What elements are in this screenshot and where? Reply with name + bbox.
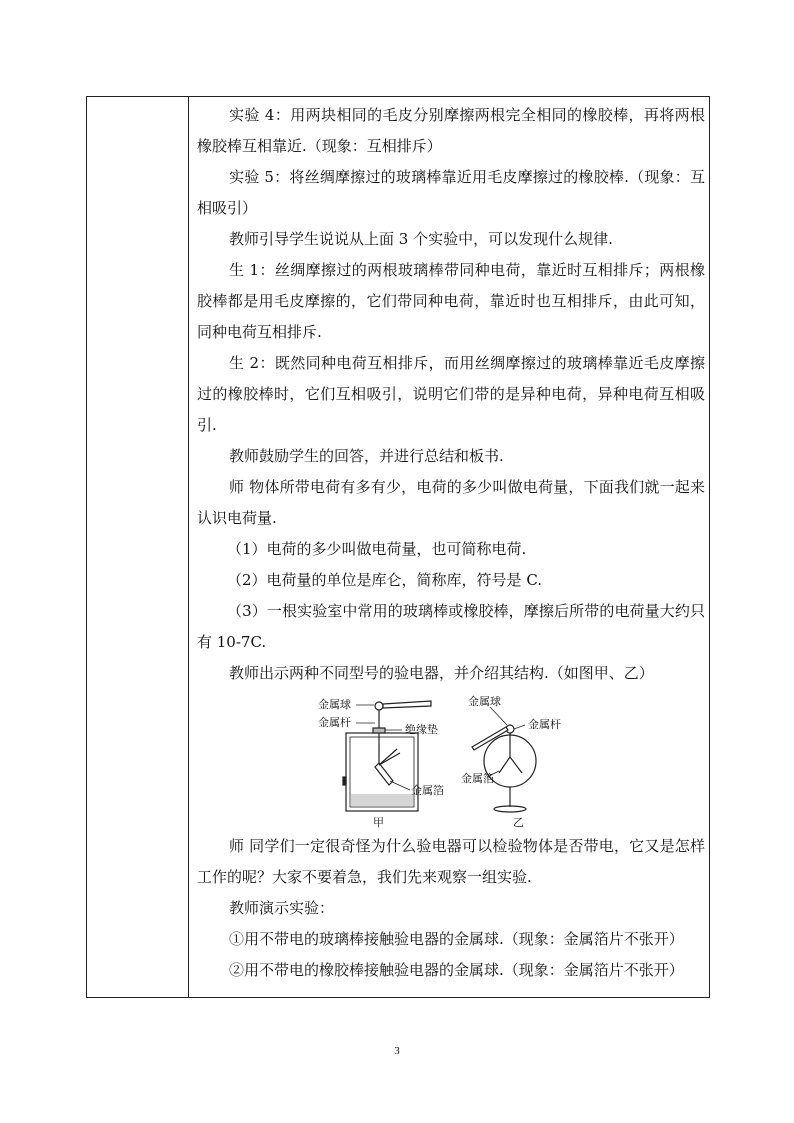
lesson-table <box>86 96 710 998</box>
paragraph-student-2: 生 2：既然同种电荷互相排斥，而用丝绸摩擦过的玻璃棒靠近毛皮摩擦过的橡胶棒时，它们互相吸引，说明它们带的是异种电荷，异种电荷互相吸引. <box>197 354 705 434</box>
list-item-2: （2）电荷量的单位是库仑，简称库，符号是 C. <box>227 571 543 589</box>
jia-label-rod: 金属杆 <box>318 716 351 729</box>
paragraph-teacher-guide: 教师引导学生说说从上面 3 个实验中，可以发现什么规律. <box>229 230 613 248</box>
paragraph-student-1: 生 1：丝绸摩擦过的两根玻璃棒带同种电荷，靠近时互相排斥；两根橡胶棒都是用毛皮摩擦的，它们带同种电荷，靠近时也互相排斥，由此可知，同种电荷互相排斥. <box>197 261 705 341</box>
yi-label-ball: 金属球 <box>468 695 501 708</box>
paragraph-experiment-5: 实验 5：将丝绸摩擦过的玻璃棒靠近用毛皮摩擦过的橡胶棒.（现象：互相吸引） <box>197 168 705 217</box>
paragraph-teacher-charge: 师 物体所带电荷有多有少，电荷的多少叫做电荷量，下面我们就一起来认识电荷量. <box>197 478 705 527</box>
yi-label-rod: 金属杆 <box>528 718 561 731</box>
electroscope-figure <box>197 693 705 831</box>
column-divider <box>188 97 189 997</box>
paragraph-teacher-question: 师 同学们一定很奇怪为什么验电器可以检验物体是否带电，它又是怎样工作的呢？大家不要着急，我们先来观察一组实验. <box>197 837 705 886</box>
yi-caption: 乙 <box>513 816 524 829</box>
lesson-content <box>197 100 705 986</box>
paragraph-experiment-4: 实验 4：用两块相同的毛皮分别摩擦两根完全相同的橡胶棒，再将两根橡胶棒互相靠近.（现象：互相排斥） <box>197 106 705 155</box>
list-item-1: （1）电荷的多少叫做电荷量，也可简称电荷. <box>227 540 527 558</box>
yi-label-foil: 金属箔 <box>461 772 494 785</box>
paragraph-demo-heading: 教师演示实验： <box>229 899 335 917</box>
list-item-3: （3）一根实验室中常用的玻璃棒或橡胶棒，摩擦后所带的电荷量大约只有 10-7C. <box>197 602 705 651</box>
electroscope-diagram <box>197 693 705 831</box>
jia-caption: 甲 <box>373 816 384 829</box>
jia-label-ball: 金属球 <box>318 698 351 711</box>
jia-label-foil: 金属箔 <box>411 784 444 797</box>
paragraph-demo-1: ①用不带电的玻璃棒接触验电器的金属球.（现象：金属箔片不张开） <box>229 930 684 948</box>
paragraph-teacher-summary: 教师鼓励学生的回答，并进行总结和板书. <box>229 447 504 465</box>
jia-label-pad: 绝缘垫 <box>405 723 438 736</box>
page-number: 3 <box>394 1045 400 1057</box>
paragraph-demo-2: ②用不带电的橡胶棒接触验电器的金属球.（现象：金属箔片不张开） <box>229 961 684 979</box>
electroscope-yi-drawing <box>472 725 536 812</box>
paragraph-electroscope-intro: 教师出示两种不同型号的验电器，并介绍其结构.（如图甲、乙） <box>229 664 654 682</box>
